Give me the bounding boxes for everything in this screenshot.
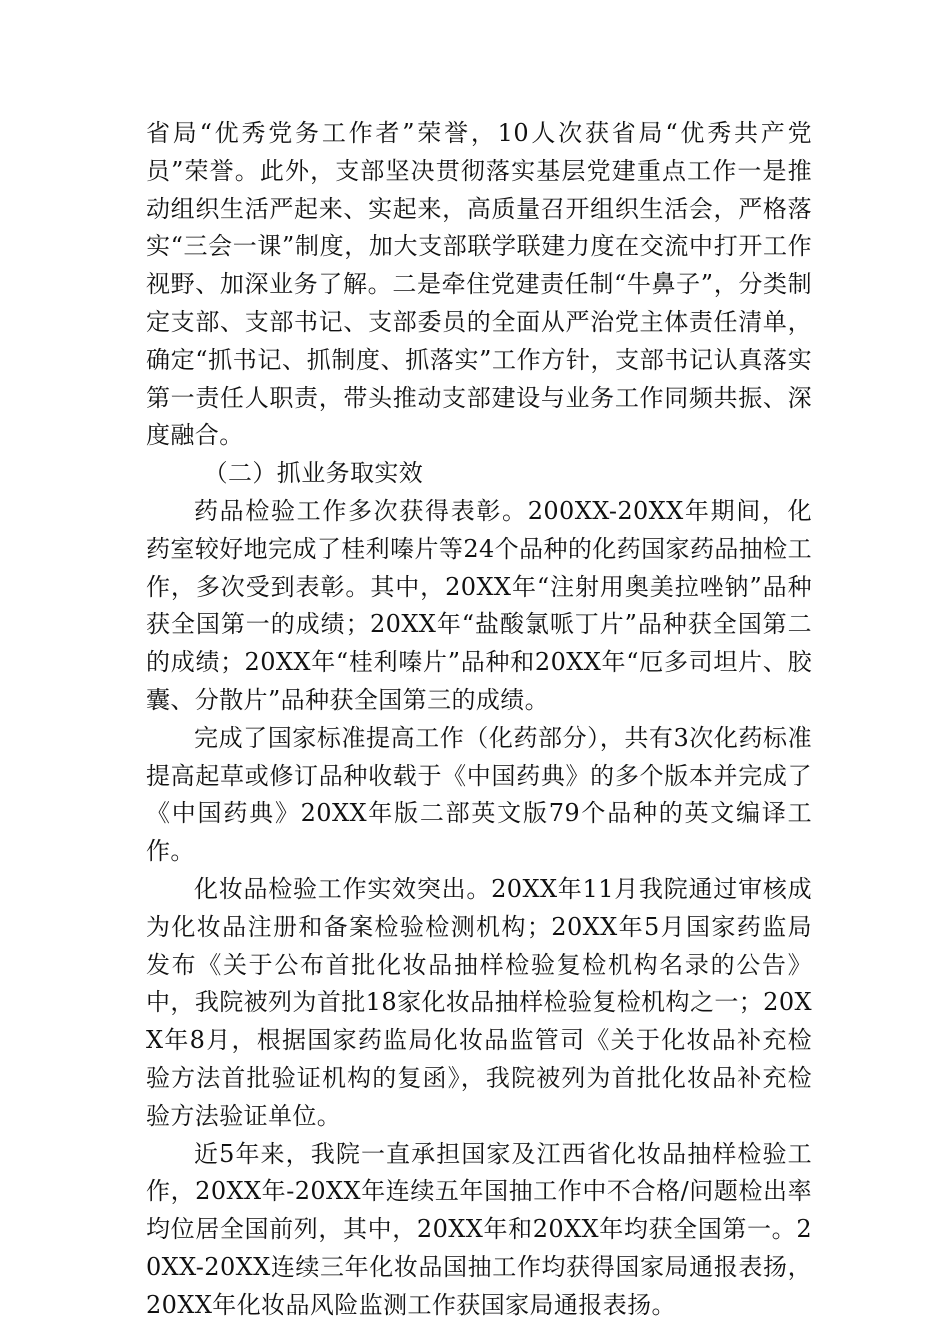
paragraph-cosmetics-inspection: 化妆品检验工作实效突出。20XX年11月我院通过审核成为化妆品注册和备案检验检测机构；20XX年5月国家药监局发布《关于公布首批化妆品抽样检验复检机构名录的公告》中，我院被列为首批18家化妆品抽样检验复检机构之一；20XX年8月，根据国家药监局化妆品监管司《关于化妆品补充检验方法首批验证机构的复函》，我院被列为首批化妆品补充检验方法验证单位。 [146,874,812,1130]
document-page [146,115,812,1325]
section-heading-business: （二）抓业务取实效 [203,459,424,488]
paragraph-national-standard: 完成了国家标准提高工作（化药部分），共有3次化药标准提高起草或修订品种收载于《中国药典》的多个版本并完成了《中国药典》20XX年版二部英文版79个品种的英文编译工作。 [146,723,812,866]
paragraph-party-work: 省局“优秀党务工作者”荣誉，10人次获省局“优秀共产党员”荣誉。此外，支部坚决贯彻落实基层党建重点工作一是推动组织生活严起来、实起来，高质量召开组织生活会，严格落实“三会一课”制度，加大支部联学联建力度在交流中打开工作视野、加深业务了解。二是牵住党建责任制“牛鼻子”，分类制定支部、支部书记、支部委员的全面从严治党主体责任清单，确定“抓书记、抓制度、抓落实”工作方针，支部书记认真落实第一责任人职责，带头推动支部建设与业务工作同频共振、深度融合。 [146,119,812,450]
paragraph-drug-inspection: 药品检验工作多次获得表彰。200XX-20XX年期间，化药室较好地完成了桂利嗪片等24个品种的化药国家药品抽检工作，多次受到表彰。其中，20XX年“注射用奥美拉唑钠”品种获全国第一的成绩；20XX年“盐酸氯哌丁片”品种获全国第二的成绩；20XX年“桂利嗪片”品种和20XX年“厄多司坦片、胶囊、分散片”品种获全国第三的成绩。 [146,496,812,714]
paragraph-cosmetics-sampling: 近5年来，我院一直承担国家及江西省化妆品抽样检验工作，20XX年-20XX年连续五年国抽工作中不合格/问题检出率均位居全国前列，其中，20XX年和20XX年均获全国第一。20XX-20XX连续三年化妆品国抽工作均获得国家局通报表扬，20XX年化妆品风险监测工作获国家局通报表扬。 [146,1139,812,1319]
